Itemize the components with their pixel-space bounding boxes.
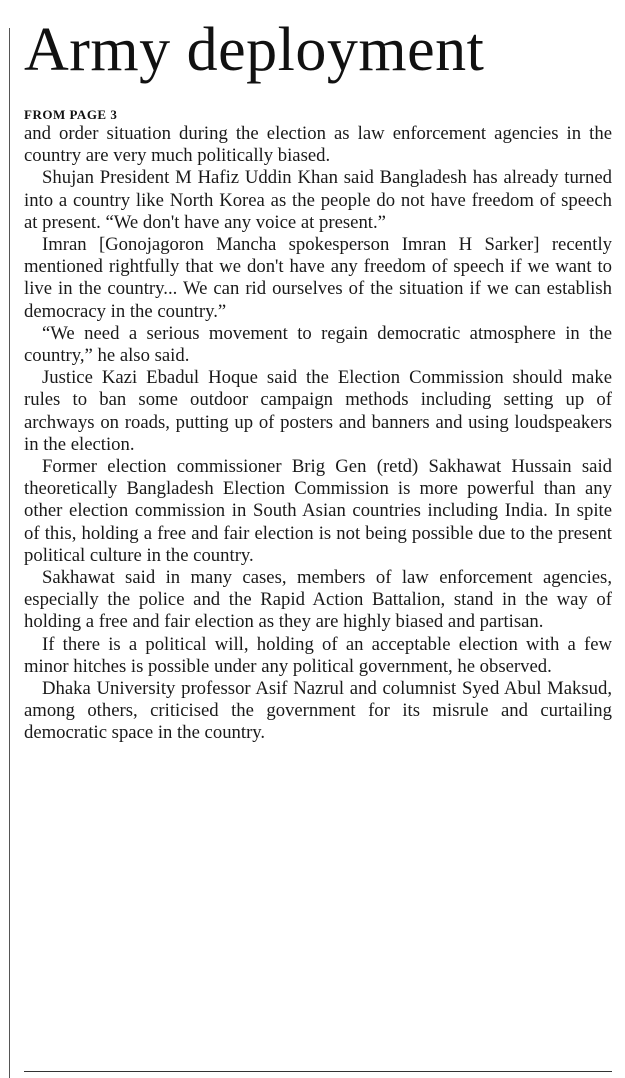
article-paragraph: Former election commissioner Brig Gen (retd) Sakhawat Hussain said theoretically Bangladesh Election Commission is more powerful than any other election commission in South Asian countries including India. In spite of this, holding a free and fair election is not being possible due to the present political culture in the country. [24, 456, 612, 566]
article-paragraph: Justice Kazi Ebadul Hoque said the Election Commission should make rules to ban some outdoor campaign methods including setting up of archways on roads, putting up of posters and banners and using loudspeakers in the election. [24, 367, 612, 455]
article-paragraph: Imran [Gonojagoron Mancha spokesperson Imran H Sarker] recently mentioned rightfully that we don't have any freedom of speech if we want to live in the country... We can rid ourselves of the situation if we can establish democracy in the country.” [24, 234, 612, 322]
article-headline: Army deployment [24, 16, 485, 84]
article-paragraph: “We need a serious movement to regain democratic atmosphere in the country,” he also said. [24, 322, 612, 367]
column-left-rule [9, 28, 10, 1078]
article-paragraph: Sakhawat said in many cases, members of law enforcement agencies, especially the police and the Rapid Action Battalion, stand in the way of holding a free and fair election as they are highly biased and partisan. [24, 567, 612, 633]
article-body [24, 123, 612, 745]
jump-line-label: FROM PAGE 3 [24, 107, 118, 122]
news-article [24, 0, 612, 745]
article-paragraph: Dhaka University professor Asif Nazrul and columnist Syed Abul Maksud, among others, criticised the government for its misrule and curtailing democratic space in the country. [24, 678, 612, 744]
article-paragraph: If there is a political will, holding of an acceptable election with a few minor hitches is possible under any political government, he observed. [24, 633, 612, 677]
article-paragraph: Shujan President M Hafiz Uddin Khan said Bangladesh has already turned into a country like North Korea as the people do not have freedom of speech at present. “We don't have any voice at present.” [24, 167, 612, 233]
article-bottom-rule [24, 1071, 612, 1072]
article-paragraph: and order situation during the election as law enforcement agencies in the country are very much politically biased. [24, 123, 612, 167]
